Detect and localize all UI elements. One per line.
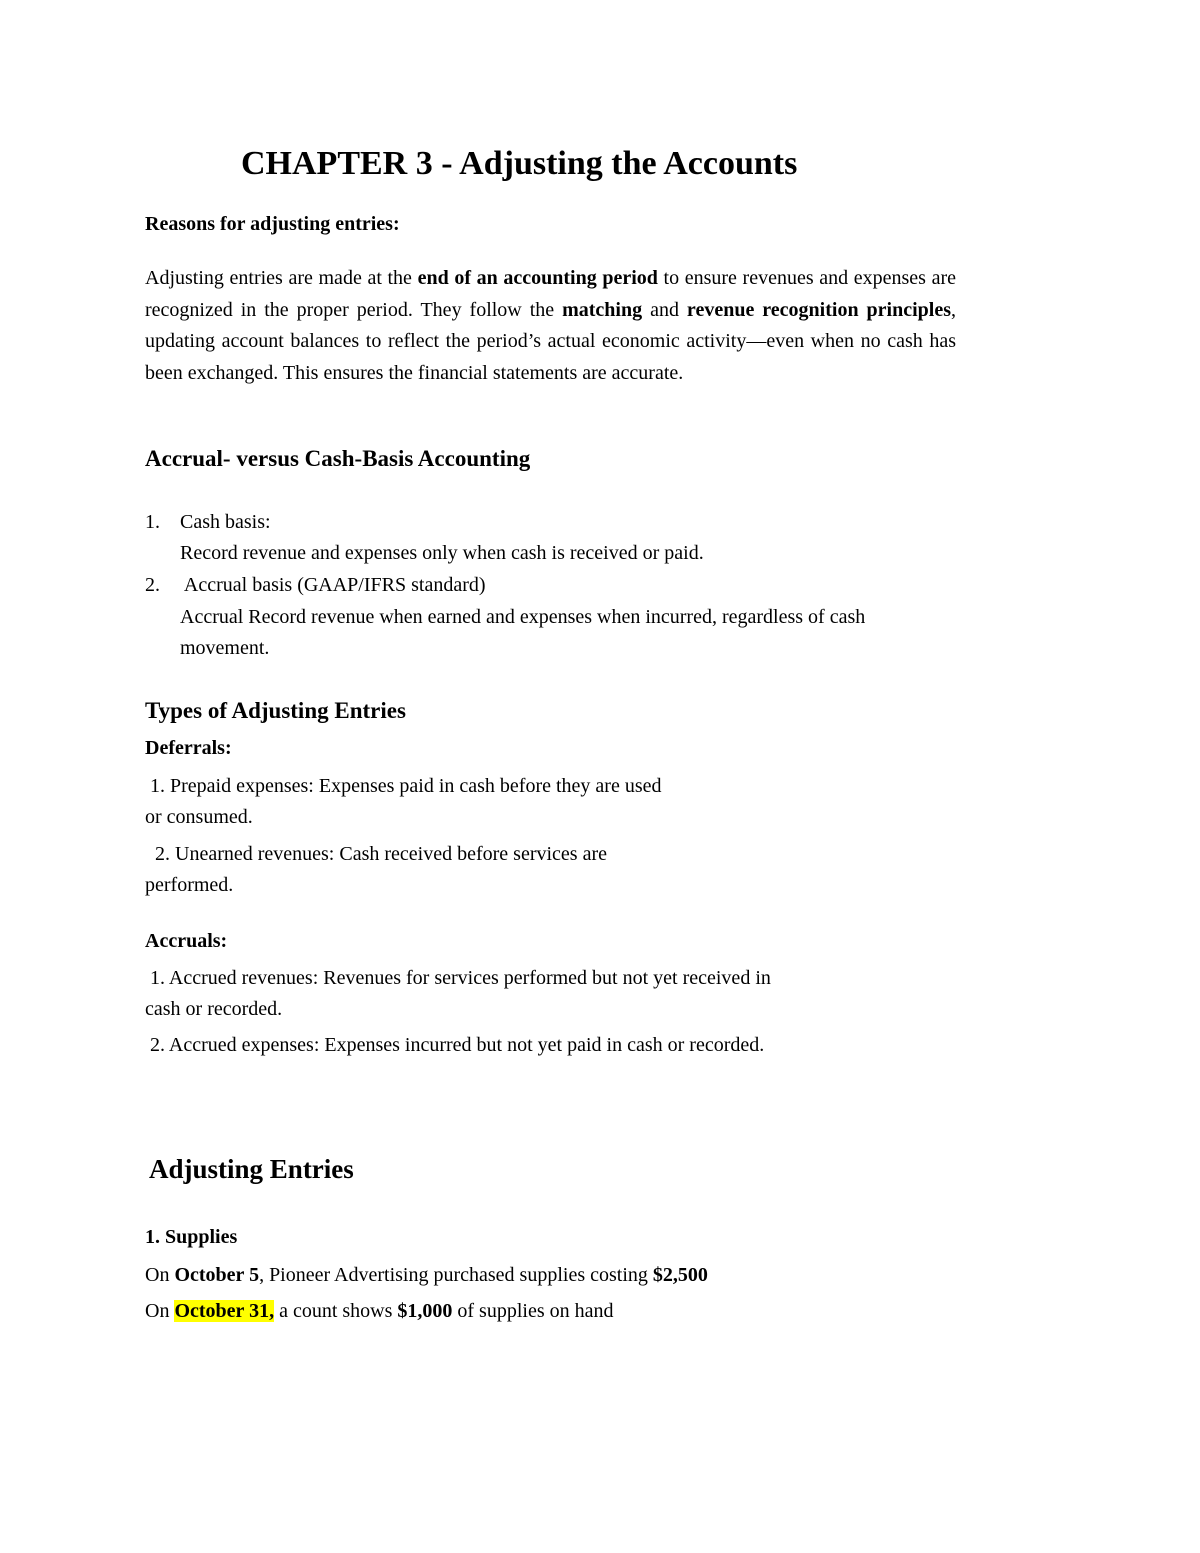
cash-basis-title: Cash basis: [180, 511, 271, 533]
list-number-2: 2. [145, 574, 160, 596]
deferral-item-1-line-2: or consumed. [145, 806, 253, 828]
reasons-bold-period: end of an accounting period [417, 267, 658, 289]
accrual-item-2-line-1: 2. Accrued expenses: Expenses incurred but not yet paid in cash or recorded. [145, 1034, 765, 1056]
reasons-text-1: Adjusting entries are made at the [145, 267, 418, 289]
reasons-bold-revenue: revenue recognition principles [686, 298, 951, 321]
deferral-item-1-line-1: 1. Prepaid expenses: Expenses paid in cash before they are used [145, 775, 662, 797]
reasons-text-2: to ensure revenues and expenses are recognized in the proper period. They follow the [145, 267, 956, 321]
accrual-item-1-line-1: 1. Accrued revenues: Revenues for services performed but not yet received in [145, 967, 771, 989]
list-number-1: 1. [145, 511, 160, 533]
accrual-basis-desc-2: movement. [180, 637, 270, 659]
supplies-line-1 [145, 1260, 708, 1292]
reasons-text-4: , updating account balances to reflect the period’s actual economic activity—even when no cash has been exchanged. This ensures the financial statements are accurate. [145, 298, 956, 384]
supplies-line-1-text-a: On [145, 1264, 175, 1286]
accrual-basis-title: Accrual basis (GAAP/IFRS standard) [180, 574, 486, 596]
reasons-text-3: and [642, 298, 687, 321]
reasons-paragraph [145, 263, 956, 389]
supplies-date-oct-31-highlighted: October 31, [174, 1300, 275, 1322]
reasons-bold-matching: matching [562, 298, 643, 321]
accrual-basis-desc-1: Accrual Record revenue when earned and expenses when incurred, regardless of cash [180, 606, 866, 628]
supplies-line-1-text-c: , Pioneer Advertising purchased supplies costing [259, 1264, 653, 1286]
supplies-line-2-text-a: On [145, 1300, 175, 1322]
accrual-item-1-line-2: cash or recorded. [145, 998, 283, 1020]
types-heading: Types of Adjusting Entries [145, 698, 406, 723]
deferral-item-2-line-1: 2. Unearned revenues: Cash received before services are [145, 843, 607, 865]
supplies-line-2-text-c: a count shows [274, 1300, 398, 1322]
deferrals-heading: Deferrals: [145, 737, 232, 759]
supplies-heading: 1. Supplies [145, 1226, 238, 1248]
deferral-item-2-line-2: performed. [145, 874, 234, 896]
supplies-amount-2500: $2,500 [652, 1264, 708, 1286]
adjusting-entries-heading: Adjusting Entries [149, 1154, 354, 1184]
page-title: CHAPTER 3 - Adjusting the Accounts [241, 145, 798, 182]
reasons-heading: Reasons for adjusting entries: [145, 213, 400, 235]
supplies-line-2-text-e: of supplies on hand [452, 1300, 614, 1322]
cash-basis-desc: Record revenue and expenses only when cash is received or paid. [180, 542, 704, 564]
supplies-amount-1000: $1,000 [397, 1300, 453, 1322]
supplies-date-oct-5: October 5 [174, 1264, 260, 1286]
supplies-line-2 [145, 1296, 613, 1328]
accrual-cash-heading: Accrual- versus Cash-Basis Accounting [145, 446, 531, 471]
accruals-heading: Accruals: [145, 930, 228, 952]
